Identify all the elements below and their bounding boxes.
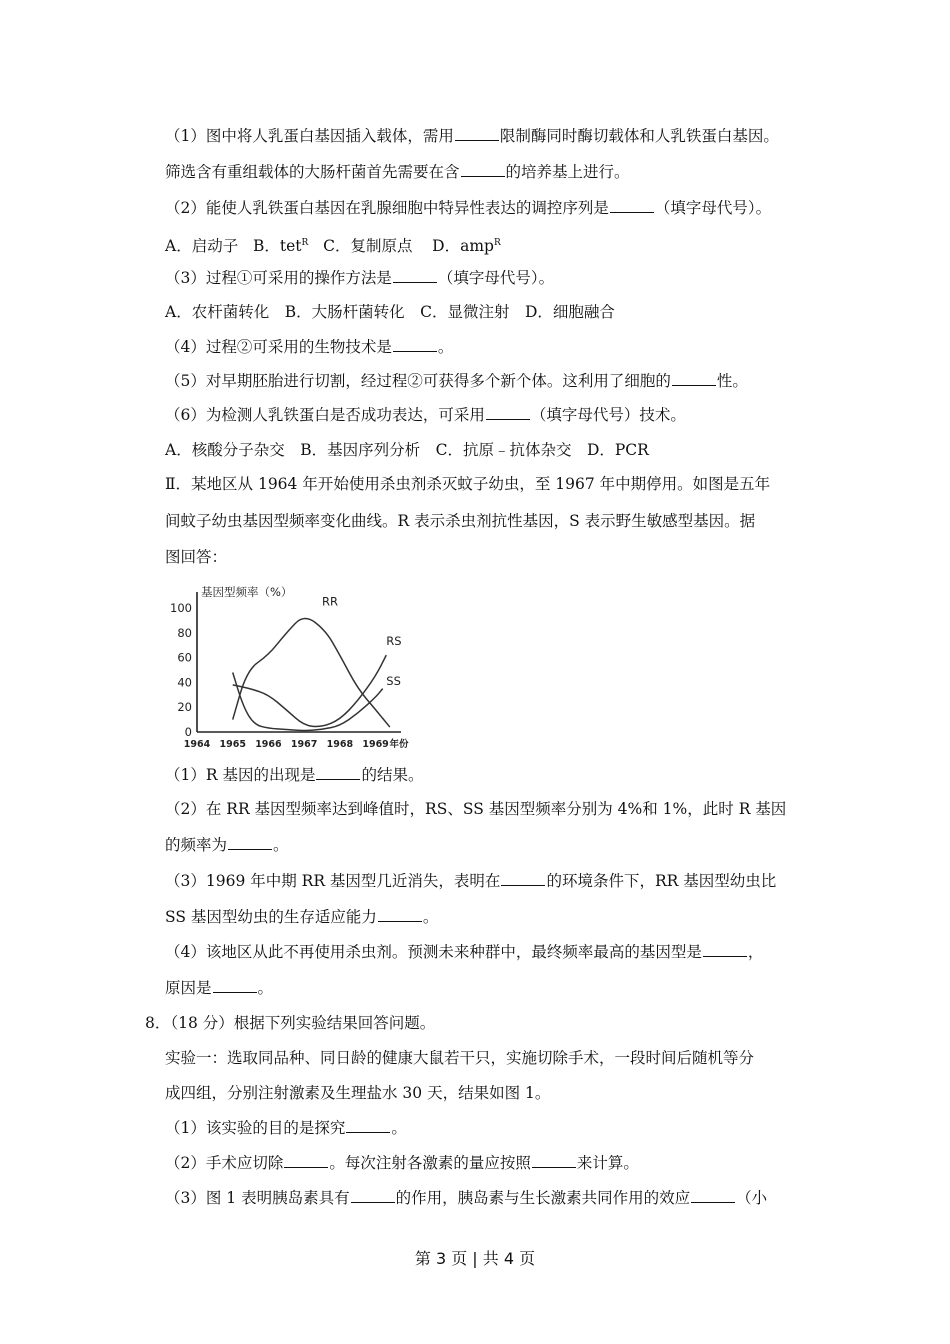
- x-tick-label-1965: 1965: [219, 739, 246, 750]
- series-label-ss: SS: [386, 673, 401, 688]
- p2-q1-blank: [316, 765, 360, 780]
- q2-option-d: D．amp: [432, 237, 494, 256]
- p2-q4-blank-1: [703, 942, 747, 957]
- series-line-rs: [233, 655, 387, 726]
- q6-blank: [486, 405, 530, 420]
- y-tick-label-80: 80: [177, 625, 192, 640]
- q6-options: A．核酸分子杂交 B．基因序列分析 C．抗原﹣抗体杂交 D．PCR: [165, 441, 649, 459]
- p2-q3-text-d: 。: [422, 908, 439, 926]
- y-tick-label-0: 0: [184, 725, 192, 739]
- q2-text-b: （填字母代号）。: [654, 199, 772, 217]
- p2-q3-text-a: （3）1969 年中期 RR 基因型几近消失，表明在: [165, 872, 501, 890]
- q2-blank: [610, 198, 654, 213]
- q2-option-a: A．启动子: [165, 237, 239, 256]
- q8-q2-blank-2: [532, 1153, 576, 1168]
- part2-intro-2: 间蚊子幼虫基因型频率变化曲线。R 表示杀虫剂抗性基因，S 表示野生敏感型基因。据: [165, 512, 756, 530]
- x-tick-label-1969: 1969: [362, 739, 389, 750]
- x-tick-label-1968: 1968: [326, 739, 354, 750]
- p2-q3-blank-2: [378, 907, 422, 922]
- q5-text-b: 性。: [716, 372, 748, 390]
- q8-q1-blank: [346, 1118, 390, 1133]
- p2-q4-text-b: ，: [747, 943, 764, 961]
- q1-line1: [165, 126, 779, 146]
- page-footer: 第 3 页 | 共 4 页: [414, 1249, 536, 1268]
- p2-q4-text-d: 。: [257, 979, 274, 997]
- series-line-ss: [233, 672, 383, 730]
- y-tick-label-40: 40: [177, 675, 192, 690]
- p2-q4-line1: [165, 942, 763, 962]
- y-tick-label-20: 20: [177, 700, 192, 715]
- p2-q3-text-b: 的环境条件下，RR 基因型幼虫比: [546, 872, 777, 890]
- q2-options: [165, 233, 501, 256]
- q6-text-b: （填字母代号）技术。: [530, 406, 686, 424]
- x-tick-label-1967: 1967: [290, 739, 318, 750]
- q2-line: [165, 198, 771, 218]
- q2-option-b: B．tet: [252, 237, 302, 256]
- q8-q1-line: [165, 1118, 407, 1138]
- q8-q3-blank-2: [691, 1188, 735, 1203]
- p2-q1-text-a: （1）R 基因的出现是: [165, 766, 316, 784]
- y-tick-label-100: 100: [170, 601, 192, 615]
- p2-q4-blank-2: [213, 978, 257, 993]
- q8-exp1-line2: 成四组，分别注射激素及生理盐水 30 天，结果如图 1。: [165, 1084, 551, 1102]
- y-tick-label-60: 60: [177, 650, 192, 665]
- q5-blank: [672, 371, 716, 386]
- q8-q1-text-a: （1）该实验的目的是探究: [165, 1119, 346, 1137]
- q8-q3-text-b: 的作用，胰岛素与生长激素共同作用的效应: [395, 1189, 691, 1207]
- q5-line: [165, 371, 748, 391]
- chart-labels: [201, 585, 402, 688]
- q2-option-d-sup: R: [493, 238, 501, 248]
- q1-text-b: 限制酶同时酶切载体和人乳铁蛋白基因。: [499, 127, 779, 145]
- q8-q1-text-b: 。: [391, 1119, 407, 1137]
- q1-blank-1: [455, 126, 499, 141]
- p2-q1-text-b: 的结果。: [361, 766, 424, 784]
- q8-exp1-line1: 实验一：选取同品种、同日龄的健康大鼠若干只，实施切除手术，一段时间后随机等分: [165, 1049, 755, 1067]
- q3-text-a: （3）过程①可采用的操作方法是: [165, 269, 392, 287]
- p2-q3-line1: [165, 871, 776, 891]
- q1-text-d: 的培养基上进行。: [505, 163, 630, 181]
- series-line-rr: [233, 619, 390, 728]
- part2-intro-3: 图回答：: [165, 548, 228, 566]
- p2-q3-line2: [165, 907, 438, 927]
- q2-option-c: C．复制原点: [323, 237, 413, 256]
- q3-line: [165, 268, 554, 288]
- q3-text-b: （填字母代号）。: [437, 269, 555, 287]
- q8-q3-line: [165, 1188, 767, 1208]
- q8-q2-text-b: 。每次注射各激素的量应按照: [329, 1154, 531, 1172]
- q8-q2-blank-1: [284, 1153, 328, 1168]
- q5-text-a: （5）对早期胚胎进行切割，经过程②可获得多个新个体。这利用了细胞的: [165, 372, 671, 390]
- p2-q3-text-c: SS 基因型幼虫的生存适应能力: [165, 908, 377, 926]
- p2-q2-text-d: 。: [273, 836, 289, 854]
- series-label-rr: RR: [322, 594, 338, 609]
- q8-heading: 8．（18 分）根据下列实验结果回答问题。: [145, 1014, 436, 1032]
- q8-q3-text-c: （小: [736, 1189, 768, 1207]
- q4-text-b: 。: [437, 338, 454, 356]
- chart-ticks: [170, 601, 409, 750]
- series-label-rs: RS: [386, 634, 402, 649]
- p2-q2-line1: （2）在 RR 基因型频率达到峰值时，RS、SS 基因型频率分别为 4%和 1%，此时 R 基因: [165, 800, 787, 818]
- q8-q2-text-a: （2）手术应切除: [165, 1154, 284, 1172]
- q4-blank: [393, 337, 437, 352]
- p2-q4-text-a: （4）该地区从此不再使用杀虫剂。预测未来种群中，最终频率最高的基因型是: [165, 943, 702, 961]
- q8-q3-blank-1: [351, 1188, 395, 1203]
- q1-blank-2: [461, 162, 505, 177]
- p2-q2-blank: [228, 835, 272, 850]
- p2-q4-line2: [165, 978, 273, 998]
- chart-axes: [197, 592, 401, 732]
- q2-option-b-sup: R: [301, 238, 309, 248]
- x-axis-label: 年份: [389, 739, 409, 750]
- q8-q2-text-c: 来计算。: [576, 1154, 639, 1172]
- p2-q3-blank-1: [501, 871, 545, 886]
- chart-curves: [233, 619, 390, 731]
- p2-q2-text-c: 的频率为: [165, 836, 228, 854]
- p2-q1-line: [165, 765, 423, 785]
- q4-line: [165, 337, 453, 357]
- q2-text-a: （2）能使人乳铁蛋白基因在乳腺细胞中特异性表达的调控序列是: [165, 199, 609, 217]
- q4-text-a: （4）过程②可采用的生物技术是: [165, 338, 392, 356]
- part2-intro-1: Ⅱ．某地区从 1964 年开始使用杀虫剂杀灭蚊子幼虫，至 1967 年中期停用。如图是五年: [165, 475, 771, 493]
- q1-text-a: （1）图中将人乳蛋白基因插入载体，需用: [165, 127, 454, 145]
- genotype-frequency-chart: [165, 580, 409, 755]
- q8-q3-text-a: （3）图 1 表明胰岛素具有: [165, 1189, 350, 1207]
- q8-q2-line: [165, 1153, 639, 1173]
- chart-title: 基因型频率（%）: [201, 585, 293, 599]
- q1-line2: [165, 162, 630, 182]
- x-tick-label-1964: 1964: [183, 739, 211, 750]
- x-tick-label-1966: 1966: [255, 739, 282, 750]
- q6-line: [165, 405, 686, 425]
- p2-q2-line2: [165, 835, 289, 855]
- q1-text-c: 筛选含有重组载体的大肠杆菌首先需要在含: [165, 163, 460, 181]
- p2-q4-text-c: 原因是: [165, 979, 212, 997]
- q3-options: A．农杆菌转化 B．大肠杆菌转化 C．显微注射 D．细胞融合: [165, 303, 615, 321]
- q3-blank: [393, 268, 437, 283]
- q6-text-a: （6）为检测人乳铁蛋白是否成功表达，可采用: [165, 406, 485, 424]
